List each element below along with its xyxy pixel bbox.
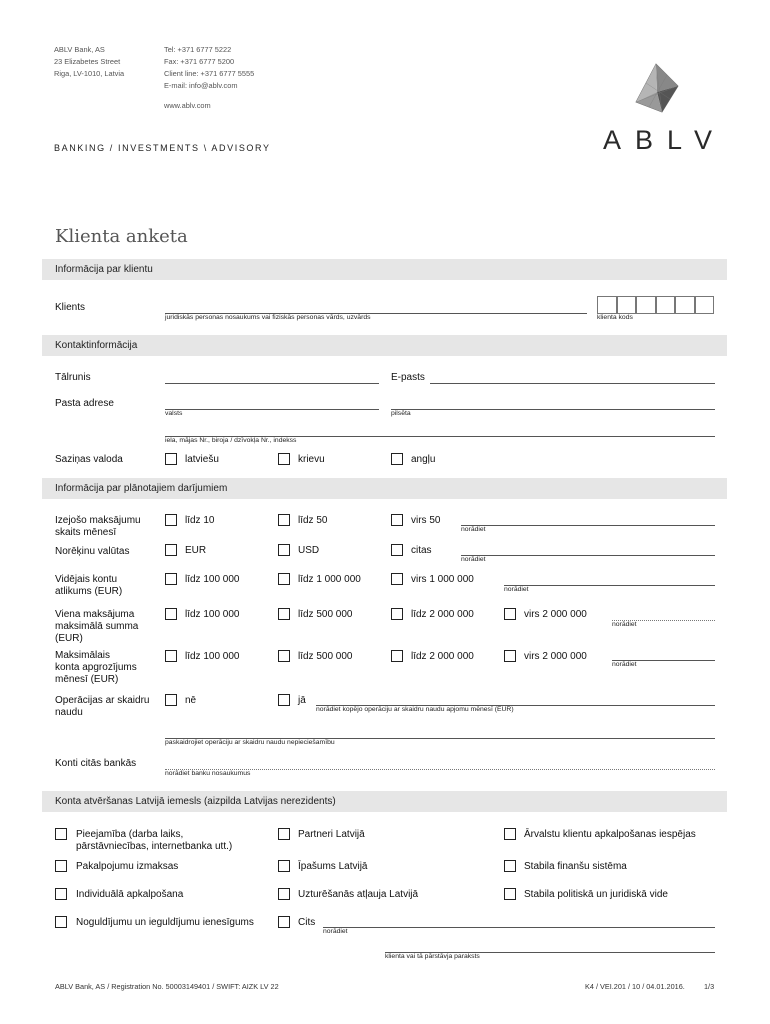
country-field[interactable]: [165, 409, 379, 410]
city-caption: pilsēta: [391, 410, 411, 417]
checkbox-cash-yes[interactable]: [278, 694, 290, 706]
tagline: BANKING / INVESTMENTS \ ADVISORY: [54, 143, 271, 153]
label-line: atlikums (EUR): [55, 586, 123, 597]
checkbox-russian[interactable]: [278, 453, 290, 465]
contact-line: Fax: +371 6777 5200: [164, 57, 235, 66]
section-title: Informācija par klientu: [55, 264, 153, 275]
other-reason-field[interactable]: [323, 927, 715, 928]
option-usd: USD: [298, 545, 320, 556]
option-stable-finance: Stabila finanšu sistēma: [524, 861, 627, 872]
option-payments-50: līdz 50: [298, 515, 328, 526]
option-single-over-2m: virs 2 000 000: [524, 609, 587, 620]
section-planned-transactions: [42, 478, 727, 499]
option-turnover-2m: līdz 2 000 000: [411, 651, 474, 662]
city-field[interactable]: [391, 409, 715, 410]
option-other-reason: Cits: [298, 917, 316, 928]
currencies-specify-field[interactable]: [461, 555, 715, 556]
section-client-info: [42, 259, 727, 280]
client-name-caption: juridiskās personas nosaukums vai fiziskās personas vārds, uzvārds: [165, 314, 371, 321]
option-payments-over-50: virs 50: [411, 515, 441, 526]
option-cash-yes: jā: [298, 695, 306, 706]
label-line: Vidējais kontu: [55, 574, 118, 585]
option-individual-service: Individuālā apkalpošana: [76, 889, 184, 900]
checkbox-balance-1m[interactable]: [278, 573, 290, 585]
cash-amount-caption: norādiet kopējo operāciju ar skaidru naudu apjomu mēnesī (EUR): [316, 706, 514, 713]
single-payment-label: [55, 609, 138, 645]
option-eur: EUR: [185, 545, 207, 556]
checkbox-balance-over-1m[interactable]: [391, 573, 403, 585]
checkbox-single-100k[interactable]: [165, 608, 177, 620]
other-banks-label: Konti citās bankās: [55, 758, 137, 769]
page-number: 1/3: [704, 982, 715, 991]
phone-label: Tālrunis: [55, 372, 91, 383]
specify-caption: norādiet: [504, 586, 529, 593]
option-turnover-over-2m: virs 2 000 000: [524, 651, 587, 662]
other-banks-caption: norādiet banku nosaukumus: [165, 770, 251, 777]
country-caption: valsts: [165, 410, 183, 417]
specify-caption: norādiet: [461, 526, 486, 533]
client-label: Klients: [55, 302, 86, 313]
option-availability: [76, 829, 232, 853]
phone-field[interactable]: [165, 383, 379, 384]
address-label: Pasta adrese: [55, 398, 114, 409]
option-russian: krievu: [298, 454, 325, 465]
specify-caption: norādiet: [461, 556, 486, 563]
section-opening-reason: [42, 791, 727, 812]
option-residence-permit: Uzturēšanās atļauja Latvijā: [298, 889, 419, 900]
logo-wordmark: ABLV: [603, 125, 727, 155]
email-field[interactable]: [430, 383, 715, 384]
checkbox-turnover-over-2m[interactable]: [504, 650, 516, 662]
option-property-latvia: Īpašums Latvijā: [298, 861, 368, 872]
checkbox-partners-latvia[interactable]: [278, 828, 290, 840]
checkbox-cash-no[interactable]: [165, 694, 177, 706]
payments-label: [55, 515, 141, 539]
checkbox-payments-over-50[interactable]: [391, 514, 403, 526]
option-balance-over-1m: virs 1 000 000: [411, 574, 474, 585]
address-line: ABLV Bank, AS: [54, 45, 105, 54]
currencies-label: Norēķinu valūtas: [55, 546, 130, 557]
checkbox-turnover-2m[interactable]: [391, 650, 403, 662]
contact-line: Tel: +371 6777 5222: [164, 45, 232, 54]
label-line: Viena maksājuma: [55, 609, 135, 620]
checkbox-english[interactable]: [391, 453, 403, 465]
payments-specify-field[interactable]: [461, 525, 715, 526]
label-line: Pieejamība (darba laiks,: [76, 829, 184, 840]
checkbox-single-2m[interactable]: [391, 608, 403, 620]
option-single-500k: līdz 500 000: [298, 609, 353, 620]
checkbox-foreign-clients[interactable]: [504, 828, 516, 840]
option-balance-1m: līdz 1 000 000: [298, 574, 361, 585]
label-line: Maksimālais: [55, 650, 111, 661]
option-deposit-yield: Noguldījumu un ieguldījumu ienesīgums: [76, 917, 254, 928]
cash-explain-caption: paskaidrojiet operāciju ar skaidru naudu nepieciešamību: [165, 739, 335, 746]
checkbox-payments-50[interactable]: [278, 514, 290, 526]
street-caption: iela, mājas Nr., biroja / dzīvokļa Nr., indekss: [165, 437, 297, 444]
option-service-costs: Pakalpojumu izmaksas: [76, 861, 179, 872]
other-reason-caption: norādiet: [323, 928, 348, 935]
ablv-diamond-logo-icon: [632, 62, 682, 114]
contact-line: E-mail: info@ablv.com: [164, 81, 238, 90]
label-line: Operācijas ar skaidru: [55, 695, 150, 706]
option-foreign-clients: Ārvalstu klientu apkalpošanas iespējas: [524, 829, 696, 840]
checkbox-latvian[interactable]: [165, 453, 177, 465]
label-line: naudu: [55, 707, 83, 718]
option-single-100k: līdz 100 000: [185, 609, 240, 620]
checkbox-payments-10[interactable]: [165, 514, 177, 526]
option-turnover-100k: līdz 100 000: [185, 651, 240, 662]
label-line: (EUR): [55, 633, 83, 644]
language-label: Saziņas valoda: [55, 454, 123, 465]
checkbox-other-reason[interactable]: [278, 916, 290, 928]
checkbox-deposit-yield[interactable]: [55, 916, 67, 928]
checkbox-stable-finance[interactable]: [504, 860, 516, 872]
balance-label: [55, 574, 122, 598]
checkbox-availability[interactable]: [55, 828, 67, 840]
checkbox-turnover-100k[interactable]: [165, 650, 177, 662]
label-line: maksimālā summa: [55, 621, 139, 632]
section-contact-info: [42, 335, 727, 356]
footer-right: K4 / VEI.201 / 10 / 04.01.2016.: [585, 982, 685, 991]
checkbox-individual-service[interactable]: [55, 888, 67, 900]
turnover-label: [55, 650, 137, 686]
option-cash-no: nē: [185, 695, 197, 706]
section-title: Kontaktinformācija: [55, 340, 138, 351]
checkbox-single-500k[interactable]: [278, 608, 290, 620]
option-payments-10: līdz 10: [185, 515, 215, 526]
specify-caption: norādiet: [612, 661, 637, 668]
cash-operations-label: [55, 695, 149, 719]
email-label: E-pasts: [391, 372, 425, 383]
form-title: Klienta anketa: [55, 226, 188, 247]
checkbox-residence-permit[interactable]: [278, 888, 290, 900]
section-title: Konta atvēršanas Latvijā iemesls (aizpilda Latvijas nerezidents): [55, 796, 336, 807]
checkbox-service-costs[interactable]: [55, 860, 67, 872]
option-latvian: latviešu: [185, 454, 219, 465]
balance-specify-field[interactable]: [504, 585, 715, 586]
address-line: 23 Elizabetes Street: [54, 57, 121, 66]
address-line: Riga, LV-1010, Latvia: [54, 69, 125, 78]
checkbox-other-currency[interactable]: [391, 544, 403, 556]
checkbox-turnover-500k[interactable]: [278, 650, 290, 662]
checkbox-single-over-2m[interactable]: [504, 608, 516, 620]
option-partners-latvia: Partneri Latvijā: [298, 829, 365, 840]
contact-line: Client line: +371 6777 5555: [164, 69, 255, 78]
option-single-2m: līdz 2 000 000: [411, 609, 474, 620]
option-stable-politics: Stabila politiskā un juridiskā vide: [524, 889, 668, 900]
option-english: angļu: [411, 454, 436, 465]
checkbox-stable-politics[interactable]: [504, 888, 516, 900]
bank-contacts: [164, 44, 254, 112]
label-line: Izejošo maksājumu: [55, 515, 141, 526]
label-line: konta apgrozījums: [55, 662, 137, 673]
section-title: Informācija par plānotajiem darījumiem: [55, 483, 228, 494]
label-line: mēnesī (EUR): [55, 674, 119, 685]
checkbox-property-latvia[interactable]: [278, 860, 290, 872]
option-turnover-500k: līdz 500 000: [298, 651, 353, 662]
option-balance-100k: līdz 100 000: [185, 574, 240, 585]
client-code-caption: klienta kods: [597, 314, 633, 321]
specify-caption: norādiet: [612, 621, 637, 628]
checkbox-eur[interactable]: [165, 544, 177, 556]
label-line: pārstāvniecības, internetbanka utt.): [76, 841, 233, 852]
checkbox-balance-100k[interactable]: [165, 573, 177, 585]
option-other-currency: citas: [411, 545, 432, 556]
bank-address: [54, 44, 124, 80]
label-line: skaits mēnesī: [55, 527, 117, 538]
website-link[interactable]: www.ablv.com: [164, 101, 211, 110]
checkbox-usd[interactable]: [278, 544, 290, 556]
signature-caption: klienta vai tā pārstāvja paraksts: [385, 953, 480, 960]
footer-left: ABLV Bank, AS / Registration No. 50003149401 / SWIFT: AIZK LV 22: [55, 982, 279, 991]
